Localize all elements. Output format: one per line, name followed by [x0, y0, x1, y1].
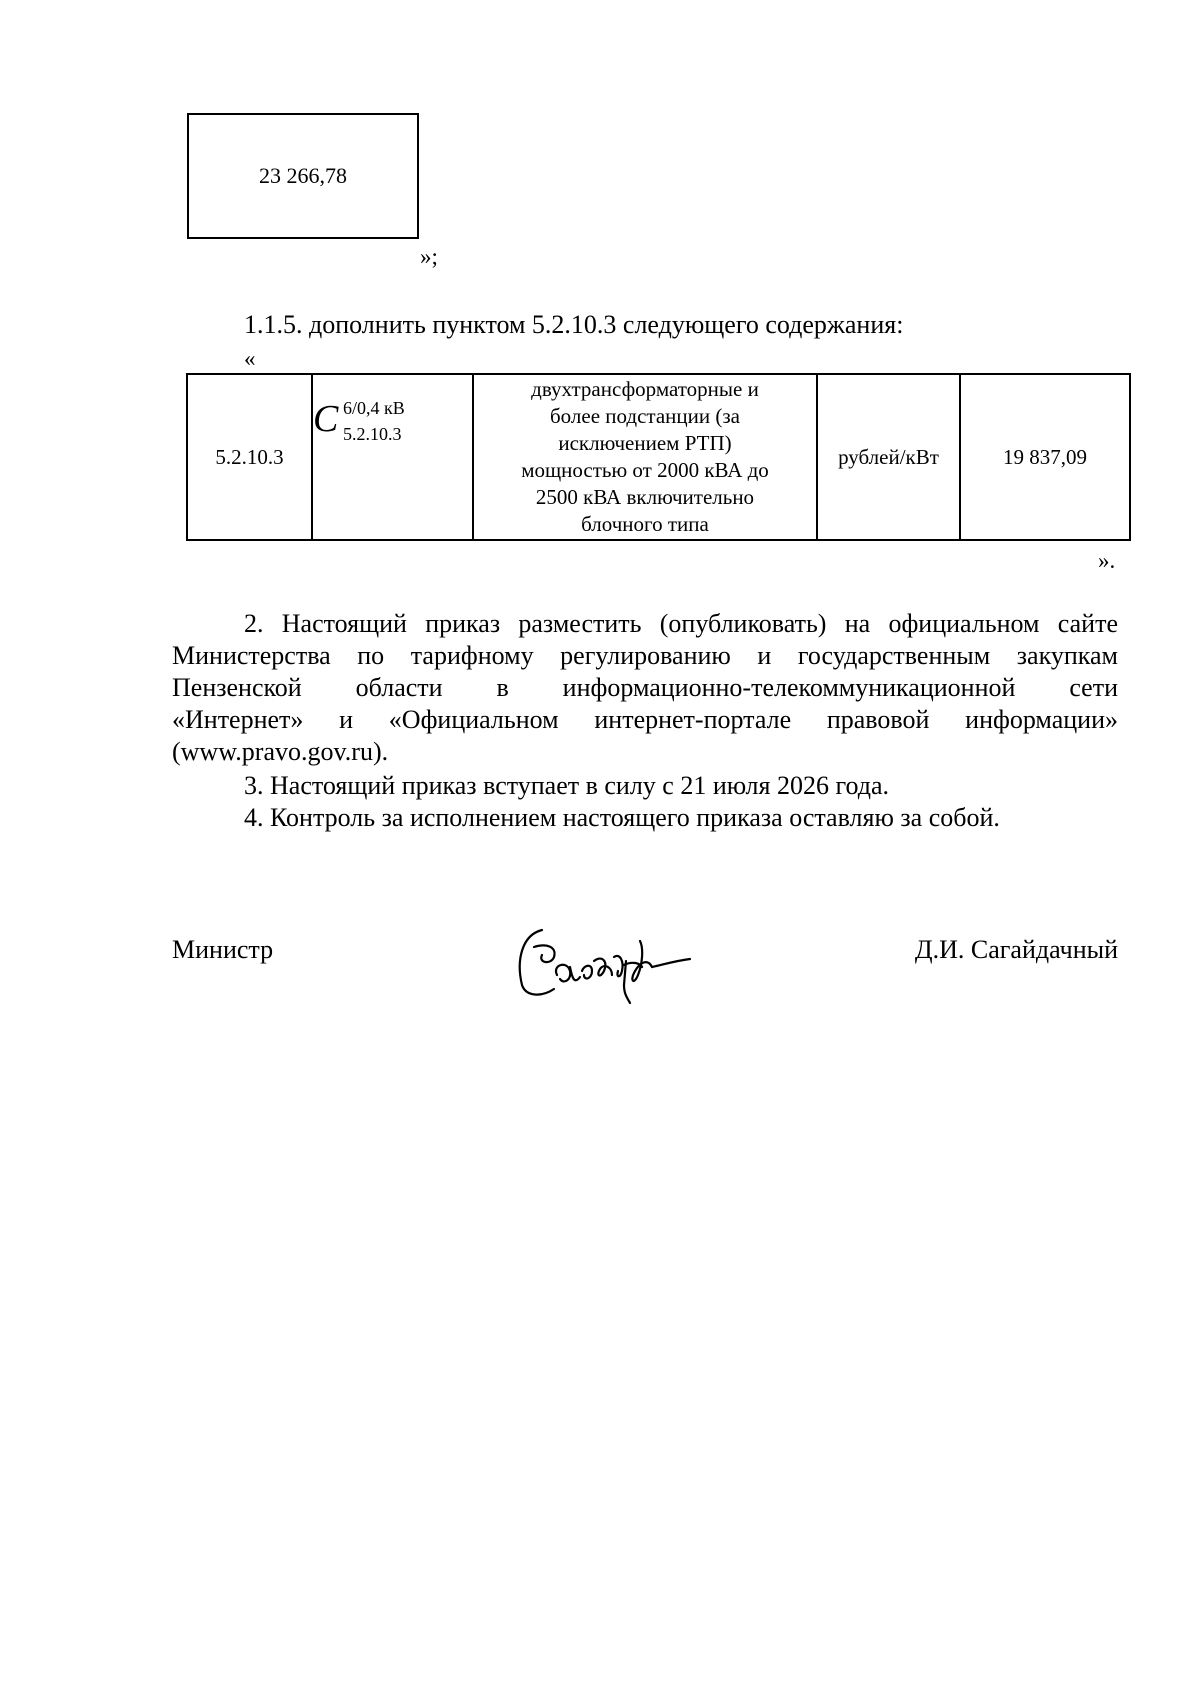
- description-line: исключением РТП): [558, 431, 732, 455]
- signatory-position: Министр: [172, 935, 274, 964]
- closing-quote-2: ».: [1098, 548, 1116, 573]
- description-line: 2500 кВА включительно: [535, 485, 755, 509]
- paragraph-line: Пензенской области в информационно-телекоммуникационной сети: [172, 673, 1118, 702]
- paragraph-line: 2. Настоящий приказ разместить (опубликовать) на официальном сайте: [244, 609, 1118, 638]
- signatory-name: Д.И. Сагайдачный: [914, 935, 1118, 964]
- item-1-1-5: 1.1.5. дополнить пунктом 5.2.10.3 следующего содержания:: [244, 310, 904, 339]
- symbol-letter: C: [313, 398, 339, 440]
- description-line: блочного типа: [581, 512, 709, 536]
- paragraph-4: 4. Контроль за исполнением настоящего приказа оставляю за собой.: [244, 803, 1000, 832]
- paragraph-line: (www.pravo.gov.ru).: [172, 737, 389, 766]
- paragraph-2: [172, 608, 1118, 768]
- description-line: мощностью от 2000 кВА до: [521, 458, 769, 482]
- cell-unit: рублей/кВт: [817, 374, 960, 540]
- cell-symbol: [312, 374, 473, 540]
- symbol-superscript: 6/0,4 кВ: [343, 398, 405, 418]
- paragraph-line: «Интернет» и «Официальном интернет-портале правовой информации»: [172, 705, 1118, 734]
- symbol-subscript: 5.2.10.3: [343, 424, 402, 444]
- cell-code: 5.2.10.3: [187, 374, 312, 540]
- cell-description: [473, 374, 817, 540]
- opening-quote: «: [244, 346, 256, 371]
- tariff-table: [186, 373, 1131, 541]
- paragraph-line: Министерства по тарифному регулированию и государственным закупкам: [172, 641, 1118, 670]
- cell-value: 19 837,09: [960, 374, 1130, 540]
- description-line: двухтрансформаторные и: [531, 377, 759, 401]
- paragraph-3: 3. Настоящий приказ вступает в силу с 21 июля 2026 года.: [244, 771, 890, 800]
- table-row: [187, 374, 1130, 540]
- handwritten-signature: [512, 905, 722, 1005]
- closing-quote: »;: [420, 244, 438, 269]
- description-line: более подстанции (за: [550, 404, 740, 428]
- previous-value-box: [187, 113, 419, 239]
- previous-value: 23 266,78: [259, 163, 347, 188]
